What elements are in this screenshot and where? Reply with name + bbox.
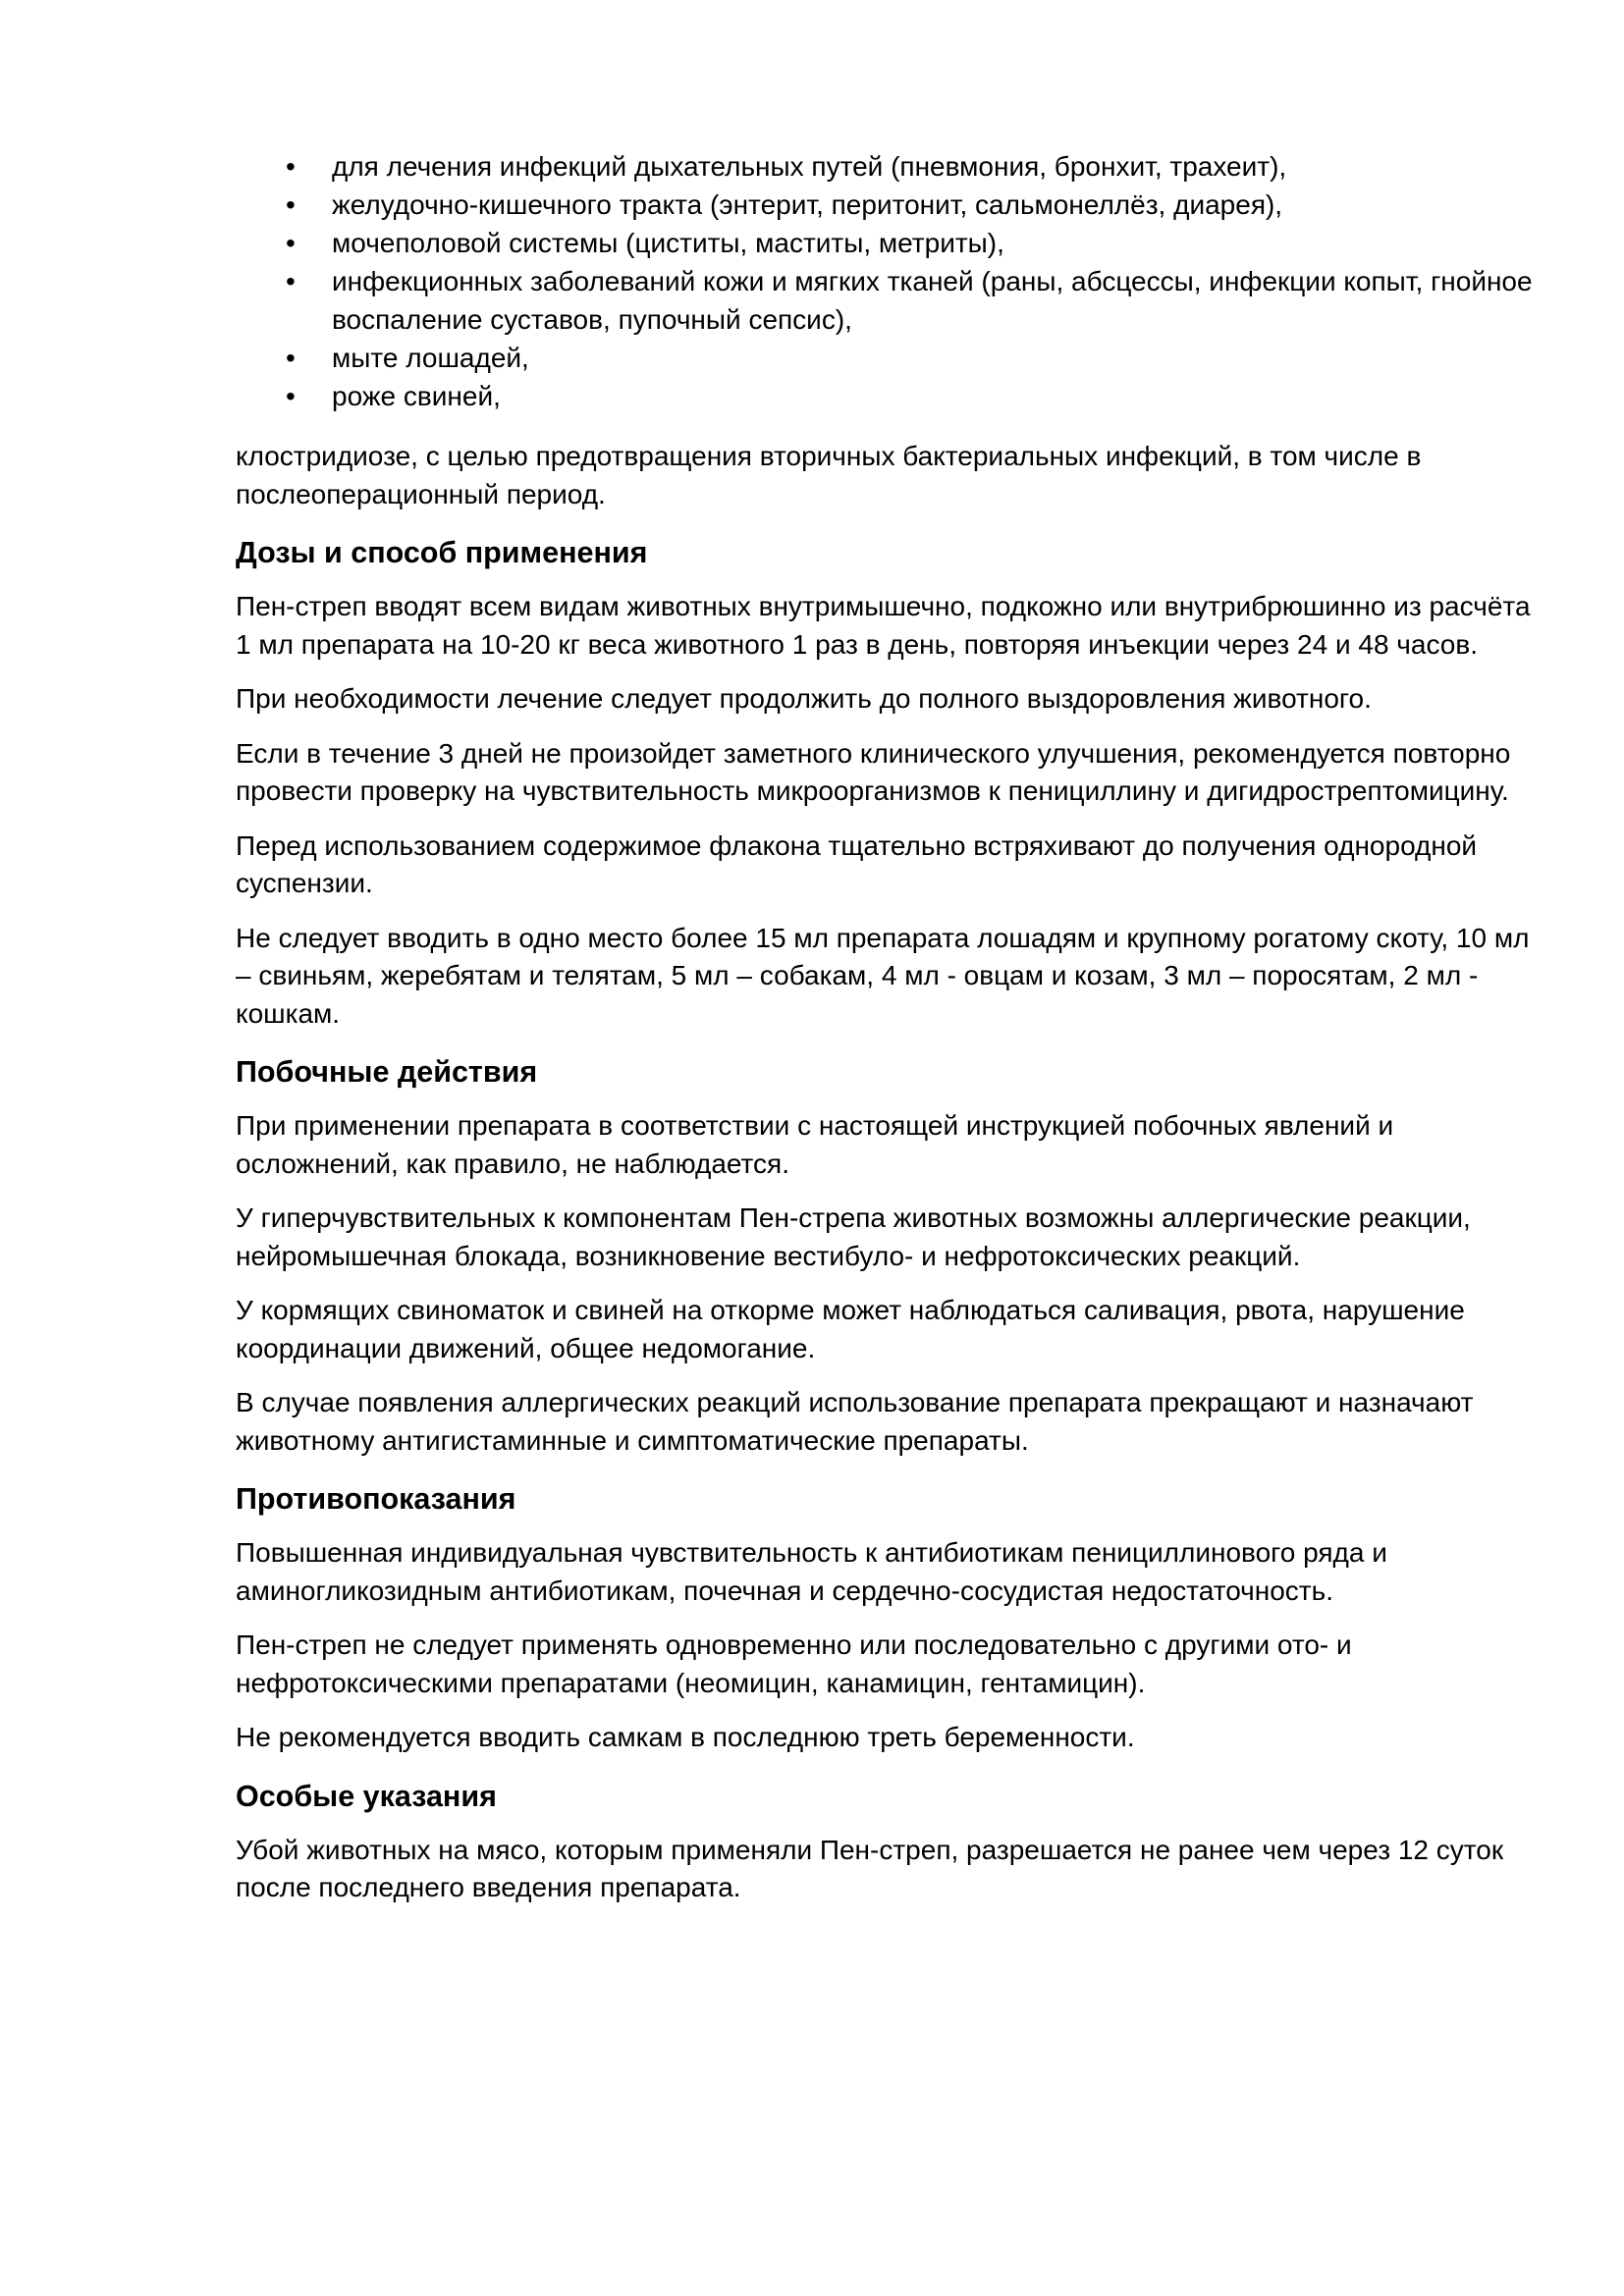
paragraph: Перед использованием содержимое флакона тщательно встряхивают до получения однородной суспензии.: [236, 829, 1478, 898]
paragraph: Повышенная индивидуальная чувствительность к антибиотикам пенициллинового ряда и аминогликозидным антибиотикам, почечная и сердечно-сосудистая недостаточность.: [236, 1537, 1387, 1606]
indications-list: [236, 147, 1546, 415]
bullet-icon: •: [286, 343, 296, 373]
section-heading-contraindications: Противопоказания: [236, 1482, 516, 1516]
list-item-text: мыте лошадей,: [332, 343, 529, 373]
list-item-text: желудочно-кишечного тракта (энтерит, перитонит, сальмонеллёз, диарея),: [332, 189, 1283, 220]
paragraph: Убой животных на мясо, которым применяли Пен-стреп, разрешается не ранее чем через 12 суток после последнего введения препарата.: [236, 1834, 1504, 1902]
list-item-text: роже свиней,: [332, 381, 501, 411]
paragraph: Не следует вводить в одно место более 15 мл препарата лошадям и крупному рогатому скоту, 10 мл – свиньям, жеребятам и телятам, 5 мл – собакам, 4 мл - овцам и козам, 3 мл – поросятам, 2 мл - кошкам.: [236, 922, 1530, 1029]
paragraph: При применении препарата в соответствии с настоящей инструкцией побочных явлений и осложнений, как правило, не наблюдается.: [236, 1110, 1394, 1179]
paragraph: Пен-стреп не следует применять одновременно или последовательно с другими ото- и нефротоксическими препаратами (неомицин, канамицин, гентамицин).: [236, 1629, 1352, 1698]
paragraph: В случае появления аллергических реакций использование препарата прекращают и назначают животному антигистаминные и симптоматические препараты.: [236, 1387, 1474, 1456]
bullet-icon: •: [286, 151, 296, 182]
paragraph: Не рекомендуется вводить самкам в последнюю треть беременности.: [236, 1722, 1135, 1752]
paragraph: У гиперчувствительных к компонентам Пен-стрепа животных возможны аллергические реакции, нейромышечная блокада, возникновение вестибуло- и нефротоксических реакций.: [236, 1202, 1471, 1271]
bullet-icon: •: [286, 381, 296, 411]
list-item: [236, 147, 1546, 186]
list-item: [236, 262, 1546, 339]
paragraph: Если в течение 3 дней не произойдет заметного клинического улучшения, рекомендуется повторно провести проверку на чувствительность микроорганизмов к пенициллину и дигидрострептомицину.: [236, 737, 1511, 806]
section-heading-dosage: Дозы и способ применения: [236, 536, 648, 569]
list-item: [236, 224, 1546, 262]
section-heading-special: Особые указания: [236, 1779, 497, 1813]
list-item-text: для лечения инфекций дыхательных путей (пневмония, бронхит, трахеит),: [332, 151, 1287, 182]
paragraph: У кормящих свиноматок и свиней на откорме может наблюдаться саливация, рвота, нарушение координации движений, общее недомогание.: [236, 1295, 1465, 1363]
document-page: [236, 147, 1546, 1907]
list-item-text: мочеполовой системы (циститы, маститы, метриты),: [332, 228, 1004, 258]
bullet-icon: •: [286, 266, 296, 296]
section-heading-side-effects: Побочные действия: [236, 1055, 538, 1089]
list-item: [236, 186, 1546, 224]
paragraph: При необходимости лечение следует продолжить до полного выздоровления животного.: [236, 683, 1372, 714]
intro-tail-paragraph: клостридиозе, с целью предотвращения вторичных бактериальных инфекций, в том числе в послеоперационный период.: [236, 441, 1422, 509]
paragraph: Пен-стреп вводят всем видам животных внутримышечно, подкожно или внутрибрюшинно из расчёта 1 мл препарата на 10-20 кг веса животного 1 раз в день, повторяя инъекции через 24 и 48 часов.: [236, 591, 1531, 660]
list-item: [236, 339, 1546, 377]
list-item-text: инфекционных заболеваний кожи и мягких тканей (раны, абсцессы, инфекции копыт, гнойное воспаление суставов, пупочный сепсис),: [332, 266, 1533, 335]
bullet-icon: •: [286, 189, 296, 220]
list-item: [236, 377, 1546, 415]
bullet-icon: •: [286, 228, 296, 258]
